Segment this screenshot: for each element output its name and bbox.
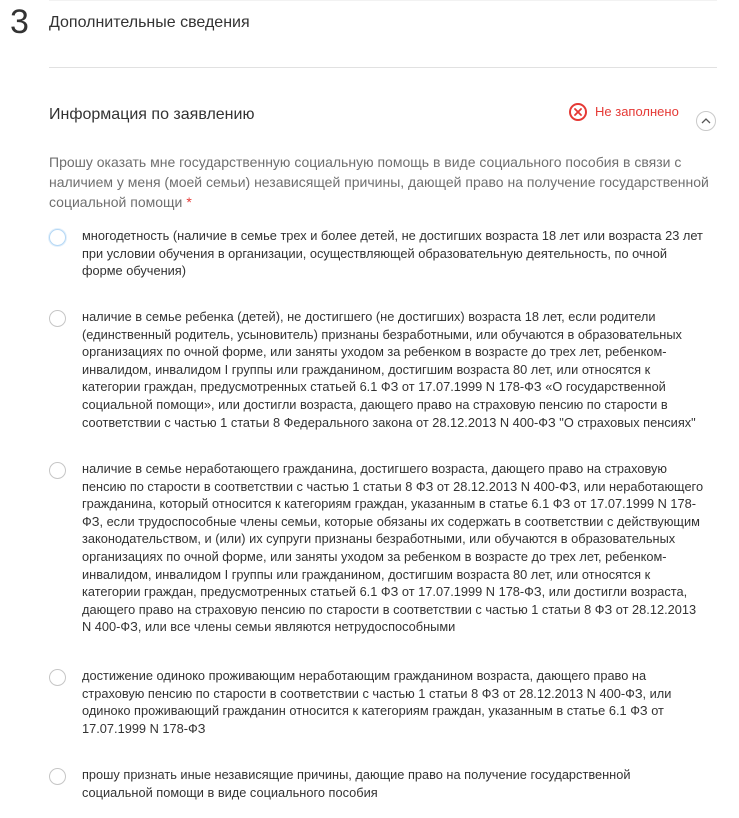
option-label[interactable]: многодетность (наличие в семье трех и более детей, не достигших возраста 18 лет или возраста 23 лет при условии обучения в организации, осуществляющей образовательную деятельность, по очной форме обучения) <box>82 228 703 279</box>
option-label[interactable]: наличие в семье неработающего гражданина, достигшего возраста, дающего право на страховую пенсию по старости в соответствии с частью 1 статьи 8 ФЗ от 28.12.2013 N 400-ФЗ, или неработающего гражданина, который относится к категориям граждан, указанным в статье 6.1 ФЗ от 17.07.1999 N 178-ФЗ, если трудоспособные члены семьи, которые обязаны их содержать в соответствии с действующим законодательством, и (или) их супруги признаны безработными, или обучаются в образовательных организациях по очной форме, или заняты уходом за ребенком в возрасте до трех лет, ребенком-инвалидом, инвалидом I группы или гражданином, достигшим возраста 80 лет, или относятся к категории граждан, предусмотренных статьей 6.1 ФЗ от 17.07.1999 N 178-ФЗ, или достигли возраста, дающего право на страховую пенсию по старости в соответствии с частью 1 статьи 8 ФЗ от 28.12.2013 N 400-ФЗ, или все члены семьи являются нетрудоспособными <box>82 461 704 635</box>
step-title: Дополнительные сведения <box>49 14 250 31</box>
radio-button[interactable] <box>49 310 66 327</box>
status-badge <box>569 103 679 121</box>
section-title: Информация по заявлению <box>49 106 255 123</box>
radio-button[interactable] <box>49 669 66 686</box>
status-text: Не заполнено <box>595 104 679 119</box>
radio-button[interactable] <box>49 462 66 479</box>
option-label[interactable]: прошу признать иные независящие причины, дающие право на получение государственной социальной помощи в виде социального пособия <box>82 767 631 800</box>
error-x-icon <box>569 103 587 121</box>
section-divider <box>49 67 717 68</box>
radio-button[interactable] <box>49 229 66 246</box>
collapse-button[interactable] <box>696 111 716 131</box>
radio-button[interactable] <box>49 768 66 785</box>
option-label[interactable]: достижение одиноко проживающим неработающим гражданином возраста, дающего право на страховую пенсию по старости в соответствии с частью 1 статьи 8 ФЗ от 28.12.2013 N 400-ФЗ, или одиноко проживающий гражданин относится к категориям граждан, указанным в статье 6.1 ФЗ от 17.07.1999 N 178-ФЗ <box>82 668 672 736</box>
chevron-up-icon <box>701 118 711 124</box>
option-label[interactable]: наличие в семье ребенка (детей), не достигшего (не достигших) возраста 18 лет, если родители (единственный родитель, усыновитель) признаны безработными, или обучаются в образовательных организациях по очной форме, или заняты уходом за ребенком в возрасте до трех лет, ребенком-инвалидом, инвалидом I группы или гражданином, достигшим возраста 80 лет, или относятся к категории граждан, предусмотренных статьей 6.1 ФЗ от 17.07.1999 N 178-ФЗ «О государственной социальной помощи», или достигли возраста, дающего право на страховую пенсию по старости в соответствии с частью 1 статьи 8 Федерального закона от 28.12.2013 N 400-ФЗ "О страховых пенсиях" <box>82 309 696 430</box>
step-number: 3 <box>10 3 29 41</box>
question-text <box>49 152 709 212</box>
required-mark: * <box>186 194 192 210</box>
top-divider <box>49 0 717 1</box>
question-label: Прошу оказать мне государственную социальную помощь в виде социального пособия в связи с наличием у меня (моей семьи) независящей причины, дающей право на получение государственной социальной помощи <box>49 154 709 210</box>
